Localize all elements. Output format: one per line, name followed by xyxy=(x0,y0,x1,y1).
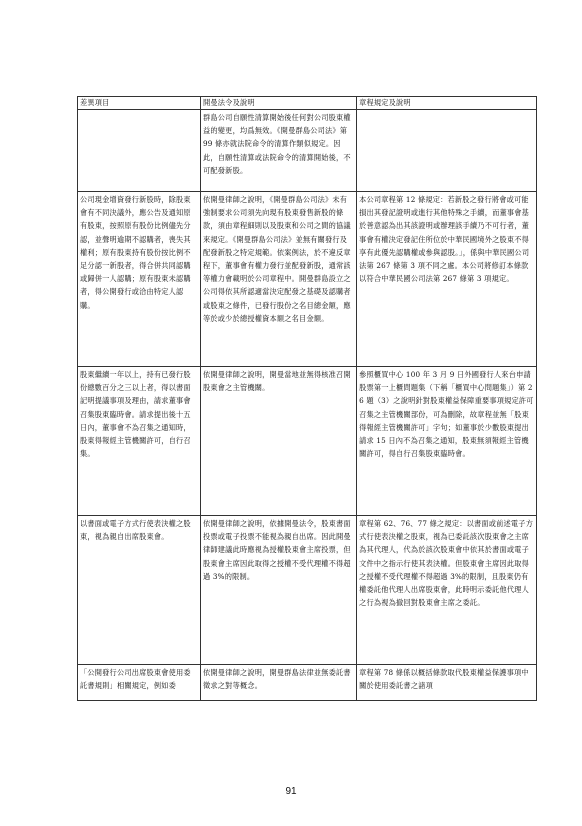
row-4-articles: 章程第 62、76、77 條之規定：以書面或前述電子方式行使表決權之股東，視為已委託該次股東會之主席為其代理人，代為於該次股東會中依其於書面或電子文件中之指示行使其表決權。但股東會主席因此取得之授權不受代理權不得超過 3%的限制，且股東仍有權委託他代理人出席股東會，此時明示委託他代理人之行為視為撤回對股東會主席之委託。 xyxy=(357,516,537,665)
table-row xyxy=(78,665,537,701)
row-2-cayman-law: 依開曼律師之說明，《開曼群島公司法》未有強制要求公司須先向現有股東發售新股的條款，須由章程細則以及股東和公司之間的協議來規定。《開曼群島公司法》並無有關發行及配發新股之特定規範。依案例法，於不違反章程下，董事會有權力發行並配發新股，通常該等權力會載明於公司章程中。開曼群島設立之公司得依其所認適當決定配發之基礎及認購者或股東之條件，已發行股份之名目總金額，應等於或少於總授權資本額之名目金額。 xyxy=(201,192,357,367)
comparison-table xyxy=(77,96,537,701)
header-articles: 章程規定及說明 xyxy=(357,97,537,110)
row-5-articles: 章程第 78 條係以概括條款取代股東權益保護事項中關於使用委託書之諸項 xyxy=(357,665,537,701)
table-row xyxy=(78,110,537,192)
row-4-cayman-law: 依開曼律師之說明，依據開曼法令，股東書面投票或電子投票不能視為親自出席。因此開曼律師建議此時應視為授權股東會主席投票，但股東會主席因此取得之授權不受代理權不得超過 3%的限制。 xyxy=(201,516,357,665)
row-3-articles: 參照櫃買中心 100 年 3 月 9 日外國發行人來台申請股票第一上櫃問題集（下稱「櫃買中心問題集」）第 26 題（3）之說明針對股東權益保障重要事項規定許可召集之主管機關部份，可為刪除，故章程並無「股東得報經主管機關許可」字句；如董事於少數股東提出請求 15 日內不為召集之通知，股東無須報經主管機關許可，得自行召集股東臨時會。 xyxy=(357,367,537,516)
table-header-row xyxy=(78,97,537,110)
table-row xyxy=(78,367,537,516)
row-3-item: 股東繼續一年以上，持有已發行股份總數百分之三以上者，得以書面記明提議事項及理由，請求董事會召集股東臨時會。請求提出後十五日內，董事會不為召集之通知時，股東得報經主管機關許可，自行召集。 xyxy=(78,367,201,516)
header-cayman-law: 開曼法令及說明 xyxy=(201,97,357,110)
row-4-item: 以書面或電子方式行使表決權之股東，視為親自出席股東會。 xyxy=(78,516,201,665)
row-1-item xyxy=(78,110,201,192)
page-number: 91 xyxy=(285,786,297,797)
row-1-articles xyxy=(357,110,537,192)
row-1-cayman-law: 群島公司自願性清算開始後任何對公司股東權益的變更，均爲無效。《開曼群島公司法》第 99 條亦就法院命令的清算作類似規定。因此，自願性清算或法院命令的清算開始後，不可配發新股。 xyxy=(201,110,357,192)
table-row xyxy=(78,192,537,367)
row-2-item: 公司現金增資發行新股時，除股東會有不同決議外，應公告及通知原有股東，按照原有股份比例儘先分認，並聲明逾期不認購者，喪失其權利；原有股東持有股份按比例不足分認一新股者，得合併共同認購或歸併一人認購；原有股東未認購者，得公開發行或洽由特定人認購。 xyxy=(78,192,201,367)
row-5-cayman-law: 依開曼律師之說明，開曼群島法律並無委託書徵求之對等概念。 xyxy=(201,665,357,701)
row-5-item: 「公開發行公司出席股東會使用委託書規則」相關規定，例如委 xyxy=(78,665,201,701)
row-3-cayman-law: 依開曼律師之說明，開曼當地並無得核准召開股東會之主管機關。 xyxy=(201,367,357,516)
row-2-articles: 本公司章程第 12 條規定：若新股之發行將會或可能損出其發記證明或進行其他特殊之手續，而董事會基於善意認為出其該證明或辦理該手續乃不可行者，董事會有權決定發記住所位於中華民國境外之股東不得享有此優先認購權或參與認股。」，係與中華民國公司法第 267 條第 3 項不同之處。本公司將修訂本條款以符合中華民國公司法第 267 條第 3 項規定。 xyxy=(357,192,537,367)
table-row xyxy=(78,516,537,665)
header-difference-item: 差異項目 xyxy=(78,97,201,110)
